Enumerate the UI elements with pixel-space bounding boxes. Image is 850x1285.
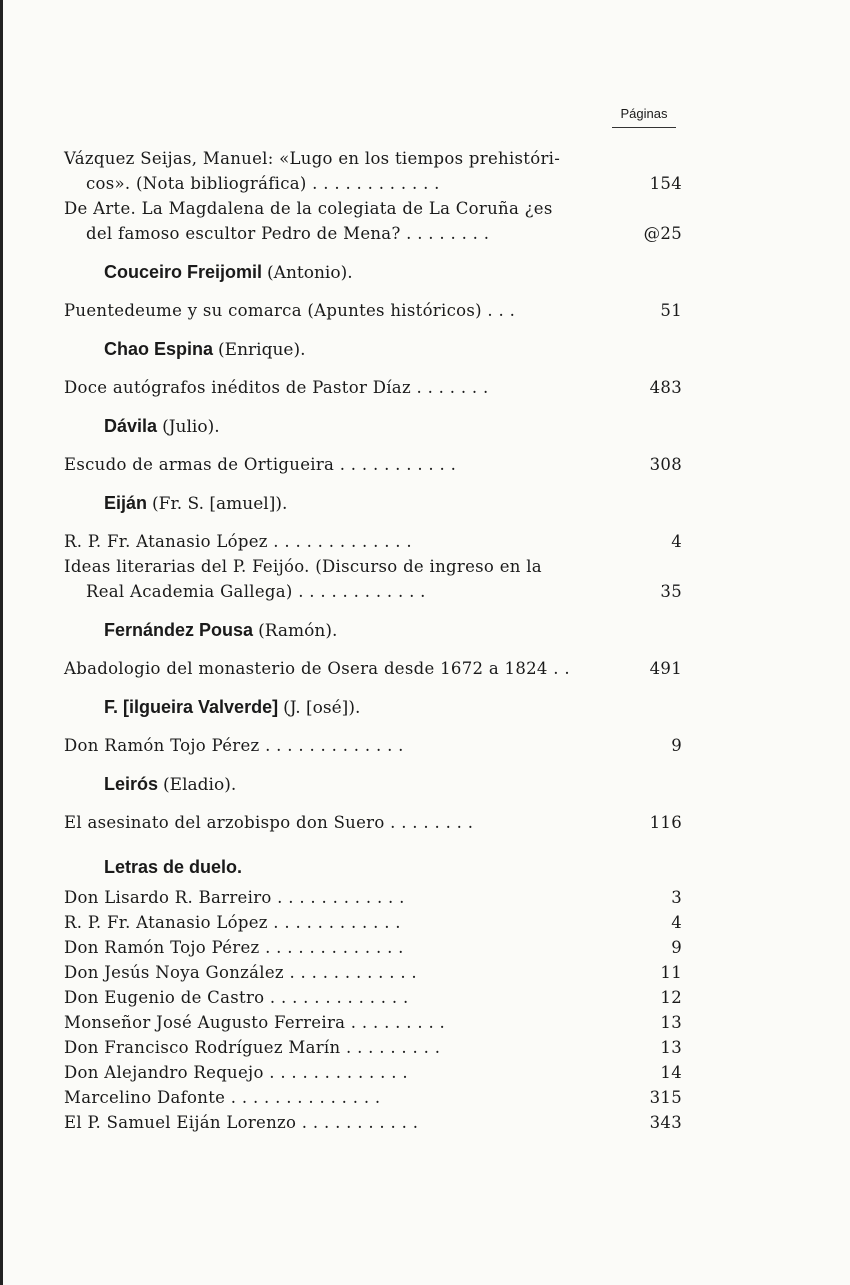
author-surname-text: F. [ilgueira Valverde] — [104, 697, 279, 717]
entry-title-line: R. P. Fr. Atanasio López . . . . . . . . . . . . . — [64, 532, 412, 551]
author-heading — [64, 695, 684, 733]
index-entry — [64, 375, 684, 400]
author-given-name: (J. [osé]). — [283, 698, 361, 718]
entry-title-line: El asesinato del arzobispo don Suero . . . . . . . . — [64, 813, 474, 832]
author-given-name: (Fr. S. [amuel]). — [152, 494, 288, 514]
entry-title-line: Don Alejandro Requejo . . . . . . . . . . . . . — [64, 1063, 408, 1082]
entry-title-line: Ideas literarias del P. Feijóo. (Discurso de ingreso en la — [64, 557, 542, 576]
author-given-name: (Eladio). — [163, 775, 237, 795]
entry-title-line: Don Ramón Tojo Pérez . . . . . . . . . . . . . — [64, 736, 404, 755]
entry-title-line: Marcelino Dafonte . . . . . . . . . . . . . . — [64, 1088, 381, 1107]
entry-title-line: Puentedeume y su comarca (Apuntes históricos) . . . — [64, 301, 516, 320]
index-entry — [64, 196, 684, 246]
index-entry — [64, 960, 684, 985]
entry-page-number: 491 — [649, 659, 682, 678]
author-heading — [64, 260, 684, 298]
author-heading — [64, 337, 684, 375]
author-surname — [104, 416, 220, 437]
author-surname — [104, 493, 287, 514]
index-entry — [64, 985, 684, 1010]
group-heading — [64, 849, 684, 885]
entry-page-number: 13 — [660, 1013, 682, 1032]
entry-page-number: 51 — [660, 301, 682, 320]
author-given-name: (Antonio). — [267, 263, 353, 283]
author-surname — [104, 620, 337, 641]
entry-title-line: Don Jesús Noya González . . . . . . . . . . . . — [64, 963, 417, 982]
index-entry — [64, 733, 684, 758]
index-entry — [64, 910, 684, 935]
index-entry — [64, 452, 684, 477]
author-surname-text: Leirós — [104, 774, 159, 794]
entry-title-line: Escudo de armas de Ortigueira . . . . . . . . . . . — [64, 455, 457, 474]
index-content — [64, 146, 684, 1135]
index-entry — [64, 935, 684, 960]
index-entry — [64, 1085, 684, 1110]
entry-title-line: Monseñor José Augusto Ferreira . . . . . . . . . — [64, 1013, 446, 1032]
author-given-name: (Ramón). — [258, 621, 338, 641]
author-surname — [104, 774, 236, 795]
entry-page-number: 9 — [671, 736, 682, 755]
index-entry — [64, 554, 684, 604]
index-entry — [64, 810, 684, 835]
entry-page-number: 116 — [649, 813, 682, 832]
author-heading — [64, 618, 684, 656]
index-entry — [64, 885, 684, 910]
index-entry — [64, 1110, 684, 1135]
index-entry — [64, 656, 684, 681]
index-entry — [64, 1060, 684, 1085]
entry-title-line: Don Lisardo R. Barreiro . . . . . . . . . . . . — [64, 888, 405, 907]
entry-title-line: Don Ramón Tojo Pérez . . . . . . . . . . . . . — [64, 938, 404, 957]
index-entry — [64, 1035, 684, 1060]
entry-title-line: Vázquez Seijas, Manuel: «Lugo en los tiempos prehistóri- — [64, 149, 561, 168]
entry-page-number: 9 — [671, 938, 682, 957]
entry-page-number: 3 — [671, 888, 682, 907]
author-surname-text: Chao Espina — [104, 339, 214, 359]
entry-page-number: 154 — [649, 174, 682, 193]
index-entry — [64, 1010, 684, 1035]
entry-page-number: @25 — [643, 224, 682, 243]
entry-page-number: 308 — [649, 455, 682, 474]
page-binding-edge — [0, 0, 3, 1285]
entry-page-number: 13 — [660, 1038, 682, 1057]
entry-title-line: Don Francisco Rodríguez Marín . . . . . . . . . — [64, 1038, 441, 1057]
author-surname-text: Eiján — [104, 493, 148, 513]
index-entry — [64, 146, 684, 196]
author-heading — [64, 414, 684, 452]
entry-page-number: 4 — [671, 532, 682, 551]
author-surname — [104, 262, 353, 283]
entry-title-line: del famoso escultor Pedro de Mena? . . . . . . . . — [86, 224, 490, 243]
entry-page-number: 4 — [671, 913, 682, 932]
entry-title-line: R. P. Fr. Atanasio López . . . . . . . . . . . . — [64, 913, 401, 932]
entry-title-line: El P. Samuel Eiján Lorenzo . . . . . . . . . . . — [64, 1113, 419, 1132]
author-surname — [104, 697, 360, 718]
group-title: Letras de duelo. — [104, 857, 243, 877]
entry-page-number: 14 — [660, 1063, 682, 1082]
author-surname-text: Couceiro Freijomil — [104, 262, 263, 282]
entry-title-line: Real Academia Gallega) . . . . . . . . . . . . — [86, 582, 426, 601]
entry-page-number: 12 — [660, 988, 682, 1007]
index-entry — [64, 298, 684, 323]
author-surname-text: Fernández Pousa — [104, 620, 254, 640]
entry-title-line: Doce autógrafos inéditos de Pastor Díaz . . . . . . . — [64, 378, 489, 397]
author-heading — [64, 491, 684, 529]
entry-title-line: De Arte. La Magdalena de la colegiata de La Coruña ¿es — [64, 199, 553, 218]
author-surname-text: Dávila — [104, 416, 158, 436]
author-given-name: (Julio). — [162, 417, 220, 437]
entry-page-number: 483 — [649, 378, 682, 397]
entry-page-number: 11 — [660, 963, 682, 982]
entry-page-number: 343 — [649, 1113, 682, 1132]
author-surname — [104, 339, 306, 360]
entry-title-line: Don Eugenio de Castro . . . . . . . . . . . . . — [64, 988, 409, 1007]
entry-title-line: Abadologio del monasterio de Osera desde 1672 a 1824 . . — [64, 659, 570, 678]
entry-title-line: cos». (Nota bibliográfica) . . . . . . . . . . . . — [86, 174, 440, 193]
entry-page-number: 35 — [660, 582, 682, 601]
index-entry — [64, 529, 684, 554]
page-column-header: Páginas — [612, 106, 676, 128]
author-heading — [64, 772, 684, 810]
author-given-name: (Enrique). — [218, 340, 306, 360]
entry-page-number: 315 — [649, 1088, 682, 1107]
